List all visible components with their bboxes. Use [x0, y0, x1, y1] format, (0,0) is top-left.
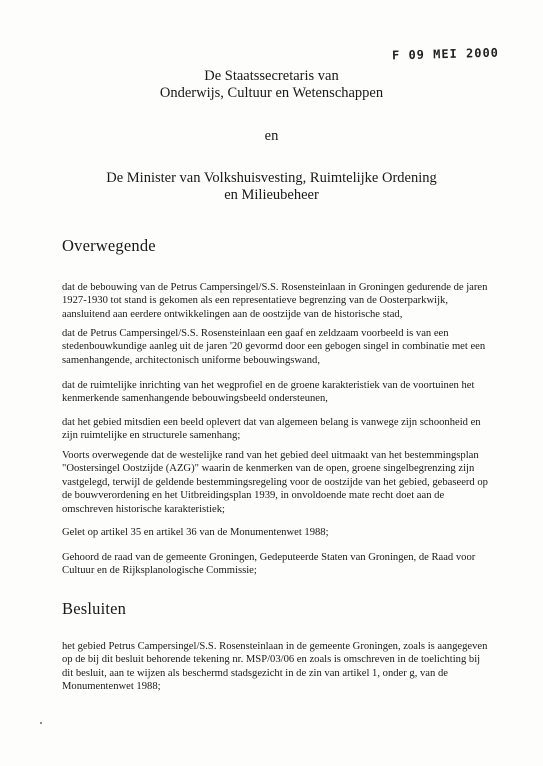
- date-received-stamp: F 09 MEI 2000: [391, 45, 500, 63]
- decision-paragraph: het gebied Petrus Campersingel/S.S. Rosensteinlaan in de gemeente Groningen, zoals is aangegeven op de bij dit besluit behorende tekening nr. MSP/03/06 en zoals is omschreven in de toelichting bij dit besluit, aan te wijzen als beschermd stadsgezicht in de zin van artikel 1, onder g, van de Monumentenwet 1988;: [62, 641, 488, 693]
- scan-speck: [40, 722, 42, 724]
- consideration-paragraph: dat het gebied mitsdien een beeld oplevert dat van algemeen belang is vanwege zijn schoonheid en zijn ruimtelijke en structurele samenhang;: [62, 417, 481, 442]
- considerations-title: Overwegende: [62, 236, 156, 255]
- issuer-line-3: De Minister van Volkshuisvesting, Ruimtelijke Ordening: [106, 170, 437, 186]
- decision-title: Besluiten: [62, 599, 127, 618]
- consultation-paragraph: Gehoord de raad van de gemeente Groningen, Gedeputeerde Staten van Groningen, de Raad voor Cultuur en de Rijksplanologische Commissie;: [62, 552, 476, 577]
- consideration-paragraph: Voorts overwegende dat de westelijke rand van het gebied deel uitmaakt van het bestemmingsplan "Oostersingel Oostzijde (AZG)" waarin de kenmerken van de open, groene singelbegrenzing zijn vastgelegd, terwijl de geldende bestemmingsregeling voor de oostzijde van het gebied, gebaseerd op de bouwverordening en het Uitbreidingsplan 1939, in onvoldoende mate recht doet aan de omschreven historische karakteristiek;: [62, 450, 488, 515]
- consideration-paragraph: dat de bebouwing van de Petrus Campersingel/S.S. Rosensteinlaan in Groningen gedurende de jaren 1927-1930 tot stand is gekomen als een representatieve begrenzing van de Oosterparkwijk, aansluitend aan eerdere ontwikkelingen aan de oostzijde van de historische stad,: [62, 282, 488, 320]
- conjunction: en: [264, 128, 279, 144]
- legal-basis-paragraph: Gelet op artikel 35 en artikel 36 van de Monumentenwet 1988;: [62, 527, 329, 538]
- consideration-paragraph: dat de Petrus Campersingel/S.S. Rosensteinlaan een gaaf en zeldzaam voorbeeld is van een stedenbouwkundige aanleg uit de jaren '20 gevormd door een gebogen singel in combinatie met een samenhangende, architectonisch uniforme bebouwingswand,: [62, 328, 486, 366]
- issuer-line-2: Onderwijs, Cultuur en Wetenschappen: [159, 85, 384, 101]
- issuer-heading-2: [0, 170, 543, 204]
- issuer-line-1: De Staatssecretaris van: [204, 68, 339, 84]
- issuer-line-4: en Milieubeheer: [224, 187, 319, 203]
- issuer-heading-1: [0, 68, 543, 102]
- consideration-paragraph: dat de ruimtelijke inrichting van het wegprofiel en de groene karakteristiek van de voortuinen het kenmerkende samenhangende bebouwingsbeeld ondersteunen,: [62, 380, 475, 405]
